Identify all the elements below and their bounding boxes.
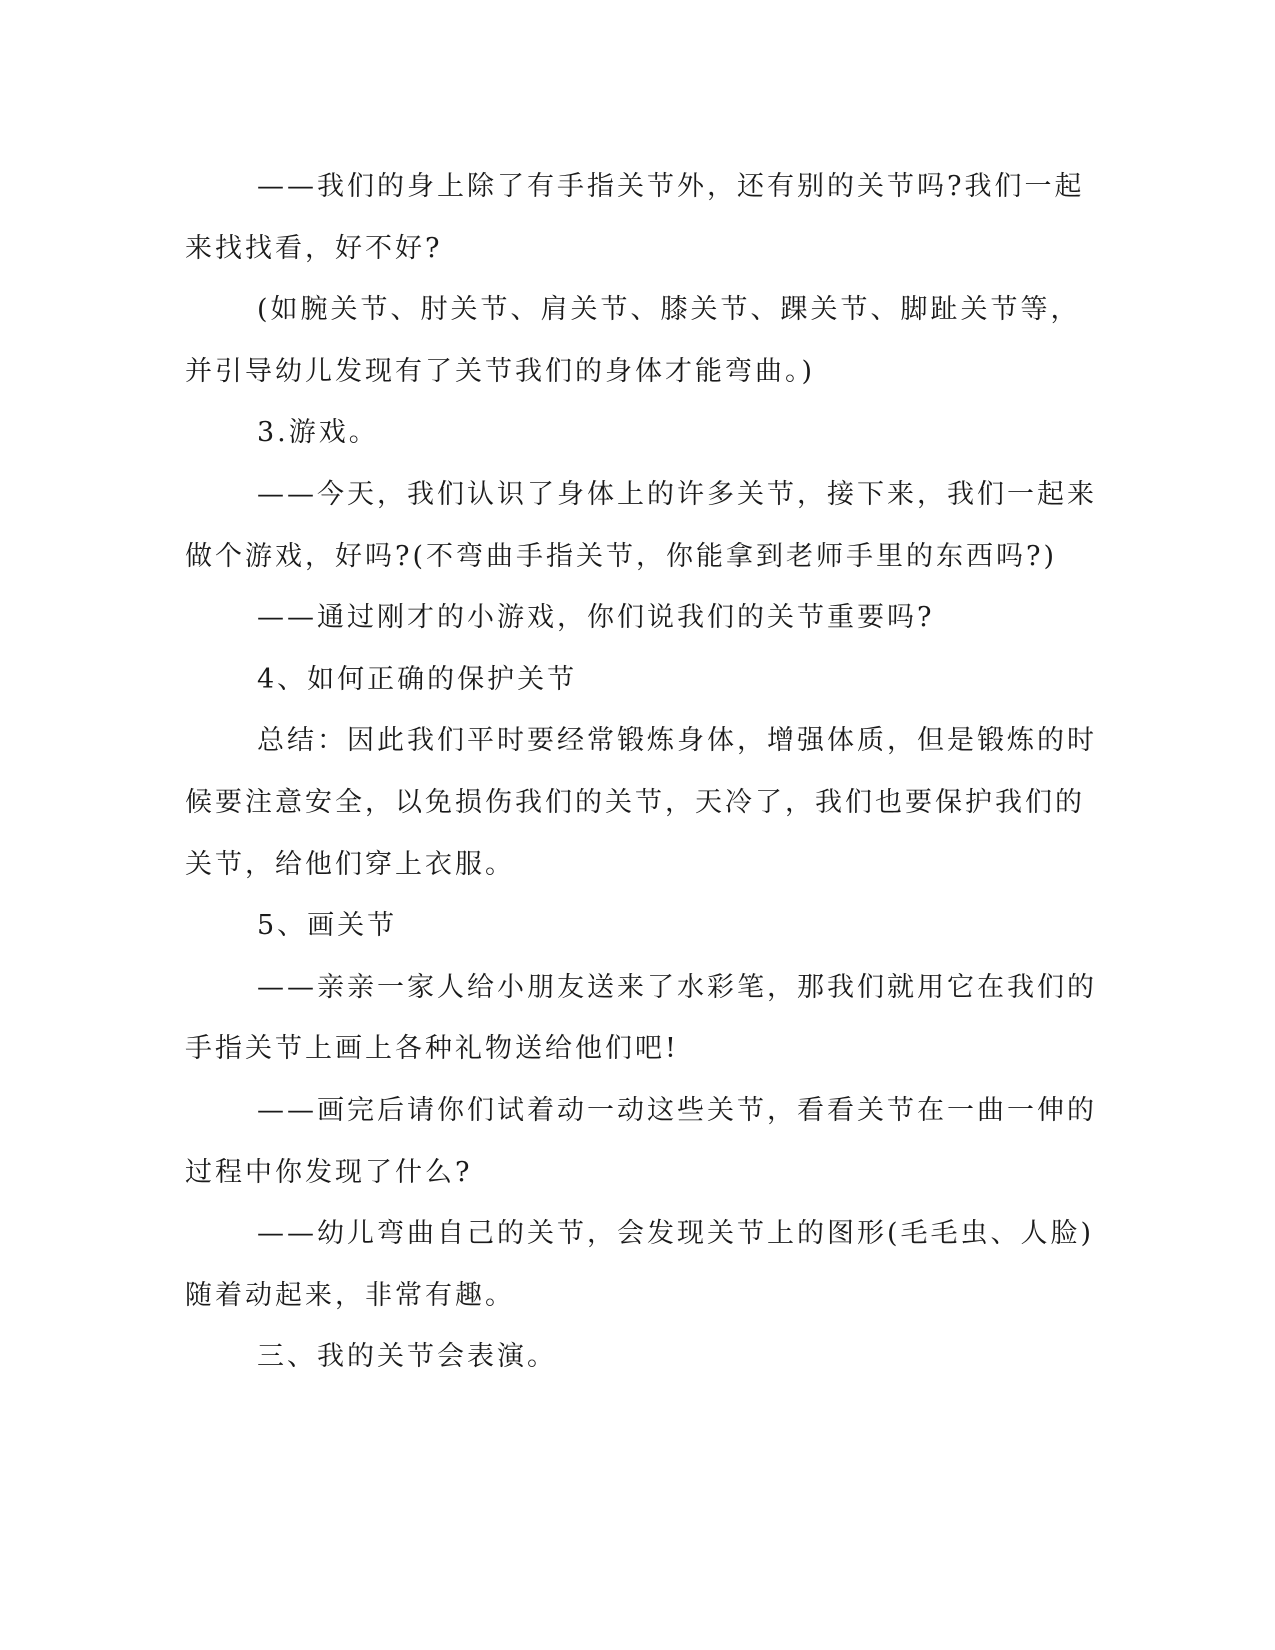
paragraph-line: ——幼儿弯曲自己的关节，会发现关节上的图形(毛毛虫、人脸) — [257, 1218, 1095, 1250]
paragraph-line: 来找找看，好不好? — [185, 232, 443, 264]
paragraph-line: 并引导幼儿发现有了关节我们的身体才能弯曲。) — [185, 355, 816, 387]
section-heading: 4、如何正确的保护关节 — [257, 663, 578, 695]
paragraph-line: ——画完后请你们试着动一动这些关节，看看关节在一曲一伸的 — [257, 1094, 1097, 1126]
paragraph-line: ——今天，我们认识了身体上的许多关节，接下来，我们一起来 — [257, 478, 1097, 510]
document-body — [185, 156, 1097, 1388]
paragraph-line: 做个游戏，好吗?(不弯曲手指关节，你能拿到老师手里的东西吗?) — [185, 540, 1058, 572]
section-heading: 5、画关节 — [257, 910, 398, 942]
paragraph-line: 总结：因此我们平时要经常锻炼身体，增强体质，但是锻炼的时 — [257, 725, 1097, 757]
paragraph-line: ——我们的身上除了有手指关节外，还有别的关节吗?我们一起 — [257, 171, 1085, 202]
paragraph-line: ——亲亲一家人给小朋友送来了水彩笔，那我们就用它在我们的 — [257, 971, 1097, 1003]
paragraph-line: 随着动起来，非常有趣。 — [185, 1279, 515, 1311]
paragraph-line: 候要注意安全，以免损伤我们的关节，天冷了，我们也要保护我们的 — [185, 786, 1085, 818]
paragraph-line: ——通过刚才的小游戏，你们说我们的关节重要吗? — [257, 602, 935, 634]
paragraph-line: 过程中你发现了什么? — [185, 1156, 473, 1188]
paragraph-line: (如腕关节、肘关节、肩关节、膝关节、踝关节、脚趾关节等， — [257, 294, 1081, 326]
section-heading: 3.游戏。 — [257, 417, 379, 449]
paragraph-line: 关节，给他们穿上衣服。 — [185, 848, 515, 880]
paragraph-line: 手指关节上画上各种礼物送给他们吧! — [185, 1033, 679, 1065]
section-heading: 三、我的关节会表演。 — [257, 1341, 557, 1373]
